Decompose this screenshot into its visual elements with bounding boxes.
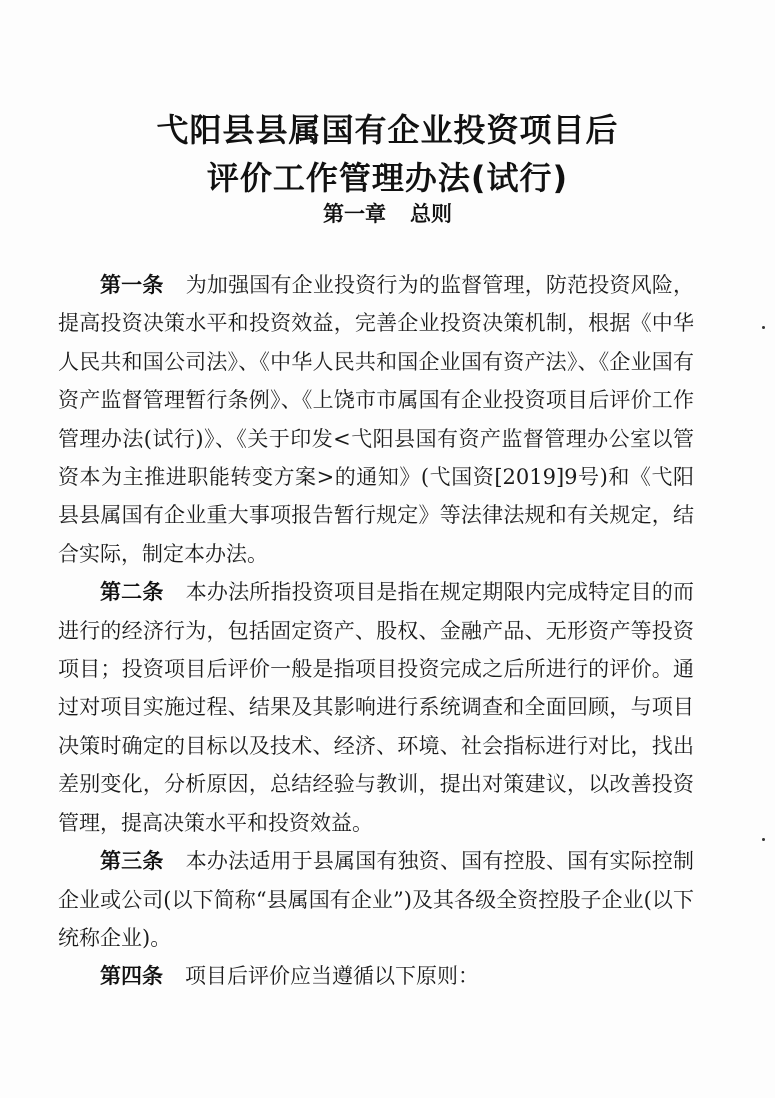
document-title xyxy=(0,106,775,202)
article-1 xyxy=(58,266,694,573)
article-3-text: 本办法适用于县属国有独资、国有控股、国有实际控制企业或公司(以下简称“县属国有企业”)及其各级全资控股子企业(以下统称企业)。 xyxy=(58,849,695,950)
article-2-text: 本办法所指投资项目是指在规定期限内完成特定目的而进行的经济行为，包括固定资产、股权、金融产品、无形资产等投资项目；投资项目后评价一般是指项目投资完成之后所进行的评价。通过对项目实施过程、结果及其影响进行系统调查和全面回顾，与项目决策时确定的目标以及技术、经济、环境、社会指标进行对比，找出差别变化，分析原因，总结经验与教训，提出对策建议，以改善投资管理，提高决策水平和投资效益。 xyxy=(58,580,695,835)
article-4-label: 第四条 xyxy=(100,964,163,989)
title-line-1: 弋阳县县属国有企业投资项目后 xyxy=(156,111,619,149)
article-1-label: 第一条 xyxy=(100,273,164,297)
chapter-name: 总则 xyxy=(410,202,452,226)
chapter-number: 第一章 xyxy=(323,202,386,226)
article-3 xyxy=(58,842,694,957)
article-2 xyxy=(58,573,694,842)
article-4-text: 项目后评价应当遵循以下原则： xyxy=(185,964,479,989)
title-line-2: 评价工作管理办法(试行) xyxy=(206,159,569,197)
article-2-label: 第二条 xyxy=(100,580,164,605)
chapter-heading xyxy=(0,200,775,228)
scan-speck xyxy=(762,838,765,841)
document-body xyxy=(58,266,694,996)
article-1-text: 为加强国有企业投资行为的监督管理，防范投资风险，提高投资决策水平和投资效益，完善企业投资决策机制，根据《中华人民共和国公司法》、《中华人民共和国企业国有资产法》、《企业国有资产监督管理暂行条例》、《上饶市市属国有企业投资项目后评价工作管理办法(试行)》、《关于印发<弋阳县国有资产监督管理办公室以管资本为主推进职能转变方案>的通知》(弋国资[2019]9号)和《弋阳县县属国有企业重大事项报告暂行规定》等法律法规和有关规定，结合实际，制定本办法。 xyxy=(58,273,695,566)
scan-speck xyxy=(762,326,765,329)
article-4 xyxy=(58,957,694,995)
article-3-label: 第三条 xyxy=(100,849,164,874)
